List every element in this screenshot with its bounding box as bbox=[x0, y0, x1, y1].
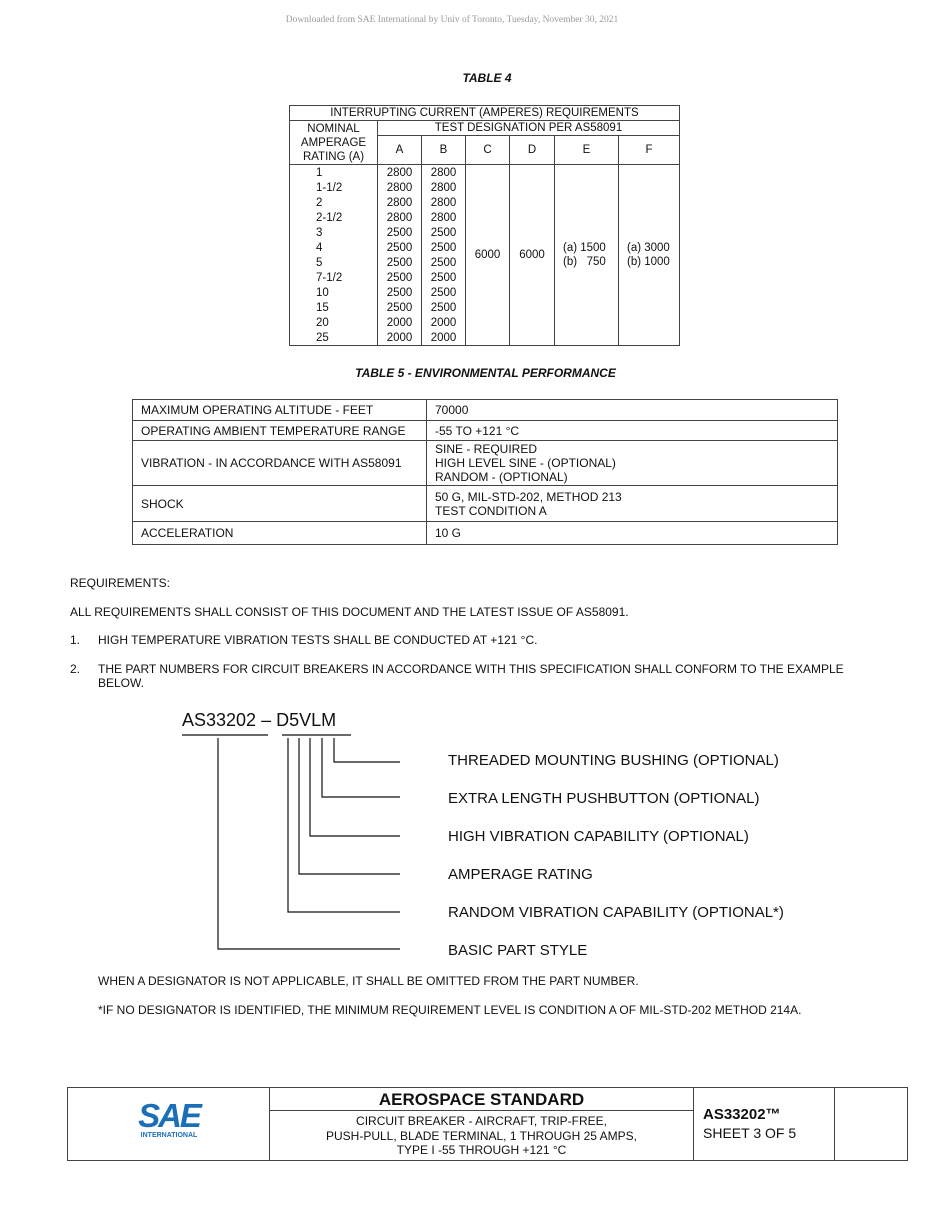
leader-threaded-bushing bbox=[334, 738, 400, 762]
rating-header: NOMINAL AMPERAGE RATING (A) bbox=[290, 121, 378, 165]
label-threaded-bushing: THREADED MOUNTING BUSHING (OPTIONAL) bbox=[448, 752, 779, 769]
rating-cell: 2 bbox=[290, 195, 378, 210]
vibration-sine: SINE - REQUIRED bbox=[435, 442, 538, 456]
f-value-b: (b) 1000 bbox=[627, 256, 670, 268]
logo-cell bbox=[68, 1088, 270, 1160]
table4-title: INTERRUPTING CURRENT (AMPERES) REQUIREMENTS bbox=[290, 106, 680, 121]
acceleration-label: ACCELERATION bbox=[133, 522, 427, 545]
vibration-random: RANDOM - (OPTIONAL) bbox=[435, 470, 568, 484]
description-line-1: CIRCUIT BREAKER - AIRCRAFT, TRIP-FREE, bbox=[356, 1114, 607, 1128]
col-header-c: C bbox=[466, 136, 510, 165]
document-number-cell bbox=[694, 1088, 835, 1160]
d-value-cell: 6000 bbox=[510, 165, 555, 346]
description-line-3: TYPE I -55 THROUGH +121 °C bbox=[396, 1143, 567, 1157]
requirements-heading: REQUIREMENTS: bbox=[70, 576, 171, 590]
requirements-intro: ALL REQUIREMENTS SHALL CONSIST OF THIS DOCUMENT AND THE LATEST ISSUE OF AS58091. bbox=[70, 605, 629, 619]
c-value-cell: 6000 bbox=[466, 165, 510, 346]
acceleration-value: 10 G bbox=[427, 522, 838, 545]
temp-label: OPERATING AMBIENT TEMPERATURE RANGE bbox=[133, 421, 427, 441]
col-header-a: A bbox=[378, 136, 422, 165]
e-value-b: (b) 750 bbox=[563, 256, 606, 268]
altitude-label: MAXIMUM OPERATING ALTITUDE - FEET bbox=[133, 400, 427, 421]
a-cell: 2800 bbox=[378, 165, 422, 181]
label-basic-style: BASIC PART STYLE bbox=[448, 942, 588, 959]
title-block bbox=[67, 1087, 908, 1161]
a-cell: 2500 bbox=[378, 300, 422, 315]
a-cell: 2800 bbox=[378, 195, 422, 210]
b-cell: 2500 bbox=[422, 270, 466, 285]
requirement-2-line1: THE PART NUMBERS FOR CIRCUIT BREAKERS IN ACCORDANCE WITH THIS SPECIFICATION SHALL CONFORM TO THE EXAMPLE bbox=[98, 662, 844, 676]
a-cell: 2800 bbox=[378, 180, 422, 195]
a-cell: 2500 bbox=[378, 270, 422, 285]
table4-caption: TABLE 4 bbox=[462, 71, 512, 85]
leader-amperage bbox=[299, 738, 400, 874]
sae-logo-sub: INTERNATIONAL bbox=[140, 1132, 198, 1139]
leader-random-vibration bbox=[288, 738, 400, 912]
rating-cell: 15 bbox=[290, 300, 378, 315]
sheet-number: SHEET 3 OF 5 bbox=[703, 1125, 797, 1141]
rating-cell: 3 bbox=[290, 225, 378, 240]
requirement-2-line2: BELOW. bbox=[98, 676, 145, 690]
a-cell: 2000 bbox=[378, 330, 422, 346]
label-extra-length: EXTRA LENGTH PUSHBUTTON (OPTIONAL) bbox=[448, 790, 760, 807]
shock-label: SHOCK bbox=[133, 486, 427, 522]
b-cell: 2500 bbox=[422, 255, 466, 270]
col-header-e: E bbox=[555, 136, 619, 165]
description-cell bbox=[270, 1088, 694, 1160]
f-value-a: (a) 3000 bbox=[627, 242, 670, 254]
sae-logo bbox=[137, 1097, 201, 1139]
a-cell: 2500 bbox=[378, 285, 422, 300]
b-cell: 2000 bbox=[422, 330, 466, 346]
label-random-vibration: RANDOM VIBRATION CAPABILITY (OPTIONAL*) bbox=[448, 904, 784, 921]
label-amperage: AMPERAGE RATING bbox=[448, 866, 593, 883]
a-cell: 2500 bbox=[378, 255, 422, 270]
download-watermark: Downloaded from SAE International by Univ of Toronto, Tuesday, November 30, 2021 bbox=[285, 15, 619, 25]
e-value-a: (a) 1500 bbox=[563, 242, 606, 254]
a-cell: 2000 bbox=[378, 315, 422, 330]
b-cell: 2500 bbox=[422, 240, 466, 255]
minimum-requirement-note: *IF NO DESIGNATOR IS IDENTIFIED, THE MINIMUM REQUIREMENT LEVEL IS CONDITION A OF MIL-STD-202 METHOD 214A. bbox=[98, 1003, 802, 1017]
b-cell: 2000 bbox=[422, 315, 466, 330]
rating-cell: 1-1/2 bbox=[290, 180, 378, 195]
b-cell: 2800 bbox=[422, 195, 466, 210]
col-header-f: F bbox=[619, 136, 680, 165]
document-number: AS33202™ bbox=[703, 1106, 781, 1123]
b-cell: 2800 bbox=[422, 180, 466, 195]
shock-value-line1: 50 G, MIL-STD-202, METHOD 213 bbox=[435, 489, 622, 504]
a-cell: 2800 bbox=[378, 210, 422, 225]
a-cell: 2500 bbox=[378, 225, 422, 240]
col-header-b: B bbox=[422, 136, 466, 165]
rating-cell: 10 bbox=[290, 285, 378, 300]
b-cell: 2500 bbox=[422, 285, 466, 300]
leader-basic-style bbox=[218, 738, 400, 949]
col-header-d: D bbox=[510, 136, 555, 165]
test-designation-header: TEST DESIGNATION PER AS58091 bbox=[378, 121, 680, 136]
b-cell: 2500 bbox=[422, 300, 466, 315]
rating-cell: 5 bbox=[290, 255, 378, 270]
part-number-example: AS33202 – D5VLM bbox=[182, 710, 337, 730]
altitude-value: 70000 bbox=[427, 400, 838, 421]
label-high-vibration: HIGH VIBRATION CAPABILITY (OPTIONAL) bbox=[448, 828, 749, 845]
b-cell: 2500 bbox=[422, 225, 466, 240]
table5-caption: TABLE 5 - ENVIRONMENTAL PERFORMANCE bbox=[355, 366, 616, 380]
a-cell: 2500 bbox=[378, 240, 422, 255]
requirement-1-text: HIGH TEMPERATURE VIBRATION TESTS SHALL BE CONDUCTED AT +121 °C. bbox=[98, 633, 538, 647]
requirement-2-number: 2. bbox=[70, 662, 81, 676]
leader-high-vibration bbox=[310, 738, 400, 836]
standard-description bbox=[270, 1111, 693, 1158]
sae-logo-mark: SAE bbox=[138, 1097, 200, 1134]
rating-cell: 2-1/2 bbox=[290, 210, 378, 225]
temp-value: -55 TO +121 °C bbox=[427, 421, 838, 441]
b-cell: 2800 bbox=[422, 165, 466, 181]
designator-note: WHEN A DESIGNATOR IS NOT APPLICABLE, IT SHALL BE OMITTED FROM THE PART NUMBER. bbox=[98, 974, 639, 988]
rating-cell: 4 bbox=[290, 240, 378, 255]
b-cell: 2800 bbox=[422, 210, 466, 225]
shock-value-line2: TEST CONDITION A bbox=[435, 503, 547, 518]
rating-cell: 7-1/2 bbox=[290, 270, 378, 285]
rating-cell: 1 bbox=[290, 165, 378, 181]
description-line-2: PUSH-PULL, BLADE TERMINAL, 1 THROUGH 25 AMPS, bbox=[326, 1128, 637, 1143]
requirement-1-number: 1. bbox=[70, 633, 81, 647]
rating-cell: 25 bbox=[290, 330, 378, 346]
standard-title: AEROSPACE STANDARD bbox=[270, 1088, 693, 1111]
vibration-label: VIBRATION - IN ACCORDANCE WITH AS58091 bbox=[133, 441, 427, 486]
vibration-high-sine: HIGH LEVEL SINE - (OPTIONAL) bbox=[435, 456, 616, 470]
rating-cell: 20 bbox=[290, 315, 378, 330]
blank-cell bbox=[835, 1088, 906, 1160]
